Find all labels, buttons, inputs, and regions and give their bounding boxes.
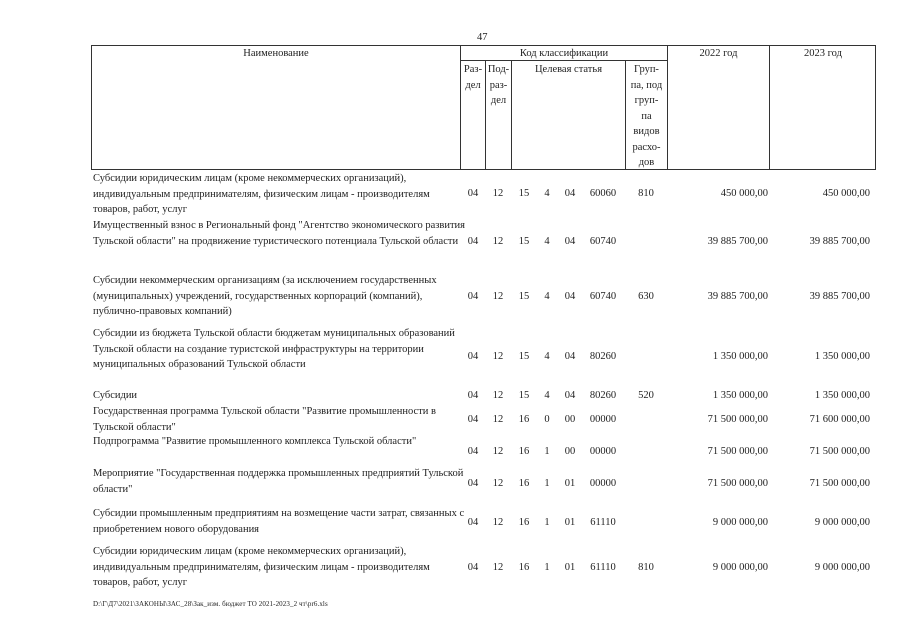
row-target-event: 01 [564, 478, 576, 489]
row-target-program: 16 [518, 562, 530, 573]
row-amount-2023: 71 500 000,00 [809, 478, 870, 489]
row-podrazdel: 12 [492, 188, 504, 199]
row-name: Субсидии промышленным предприятиям на возмещение части затрат, связанных с приобретением нового оборудования [93, 508, 465, 535]
row-amount-2022: 1 350 000,00 [712, 390, 768, 401]
row-target-program: 15 [518, 236, 530, 247]
row-target-subprogram: 4 [544, 236, 550, 247]
file-path-footer: D:\Г\Д7\2021\ЗАКОНЫ\ЗАС_28\Зак_изм. бюджет ТО 2021-2023_2 чт\pr6.xls [93, 600, 328, 608]
row-podrazdel: 12 [492, 562, 504, 573]
row-razdel: 04 [467, 236, 479, 247]
row-name: Субсидии из бюджета Тульской области бюджетам муниципальных образований Тульской области на создание туристской инфраструктуры на территории муниципальных образований Тульской области [93, 328, 455, 370]
row-target-subprogram: 0 [544, 414, 550, 425]
row-target-event: 04 [564, 291, 576, 302]
row-target-event: 00 [564, 446, 576, 457]
row-target-subprogram: 4 [544, 390, 550, 401]
row-target-subprogram: 1 [544, 562, 550, 573]
row-razdel: 04 [467, 291, 479, 302]
row-name: Субсидии юридическим лицам (кроме некоммерческих организаций), индивидуальным предпринимателям, физическим лицам - производителям товаров, работ, услуг [93, 173, 430, 215]
row-amount-2022: 71 500 000,00 [707, 414, 768, 425]
row-amount-2022: 450 000,00 [720, 188, 768, 199]
header-code: Код классификации [519, 48, 609, 59]
row-target-program: 15 [518, 351, 530, 362]
row-target-event: 01 [564, 517, 576, 528]
row-target-program: 16 [518, 478, 530, 489]
row-amount-2023: 39 885 700,00 [809, 236, 870, 247]
row-target-direction: 61110 [590, 562, 616, 573]
row-amount-2023: 71 600 000,00 [809, 414, 870, 425]
row-amount-2022: 1 350 000,00 [712, 351, 768, 362]
row-target-event: 04 [564, 236, 576, 247]
row-amount-2022: 9 000 000,00 [712, 517, 768, 528]
header-podrazdel: Под- раз- дел [487, 64, 510, 106]
row-amount-2023: 39 885 700,00 [809, 291, 870, 302]
row-amount-2023: 1 350 000,00 [814, 351, 870, 362]
row-target-event: 04 [564, 351, 576, 362]
row-podrazdel: 12 [492, 390, 504, 401]
row-target-subprogram: 4 [544, 291, 550, 302]
row-podrazdel: 12 [492, 351, 504, 362]
row-target-event: 04 [564, 188, 576, 199]
row-razdel: 04 [467, 390, 479, 401]
row-target-subprogram: 1 [544, 517, 550, 528]
row-target-event: 01 [564, 562, 576, 573]
row-podrazdel: 12 [492, 414, 504, 425]
row-amount-2022: 9 000 000,00 [712, 562, 768, 573]
header-name: Наименование [243, 48, 309, 59]
row-amount-2023: 450 000,00 [822, 188, 870, 199]
row-name: Государственная программа Тульской области "Развитие промышленности в Тульской области" [93, 406, 436, 433]
row-target-direction: 80260 [589, 351, 617, 362]
header-year-2023: 2023 год [804, 48, 842, 59]
row-target-program: 16 [518, 517, 530, 528]
row-razdel: 04 [467, 517, 479, 528]
row-amount-2022: 71 500 000,00 [707, 478, 768, 489]
row-vid-rashodov: 810 [638, 188, 654, 199]
row-target-direction: 00000 [589, 446, 617, 457]
row-name: Подпрограмма "Развитие промышленного комплекса Тульской области" [93, 436, 417, 447]
row-razdel: 04 [467, 446, 479, 457]
row-target-direction: 00000 [589, 478, 617, 489]
row-target-direction: 60740 [589, 236, 617, 247]
header-year-2022: 2022 год [699, 48, 738, 59]
row-podrazdel: 12 [492, 236, 504, 247]
row-amount-2023: 9 000 000,00 [814, 562, 870, 573]
row-podrazdel: 12 [492, 517, 504, 528]
row-target-program: 15 [518, 188, 530, 199]
row-target-direction: 60740 [589, 291, 617, 302]
row-target-direction: 60060 [589, 188, 617, 199]
row-razdel: 04 [467, 188, 479, 199]
row-amount-2022: 39 885 700,00 [707, 291, 768, 302]
row-name: Субсидии [93, 390, 138, 401]
row-razdel: 04 [467, 351, 479, 362]
row-podrazdel: 12 [492, 446, 504, 457]
header-gruppa: Груп- па, под груп- па видов расхо- дов [630, 64, 663, 168]
row-razdel: 04 [467, 562, 479, 573]
row-target-event: 00 [564, 414, 576, 425]
row-vid-rashodov: 520 [638, 390, 654, 401]
row-target-program: 15 [518, 291, 530, 302]
header-razdel: Раз- дел [463, 64, 483, 91]
row-amount-2022: 71 500 000,00 [707, 446, 768, 457]
header-celevaya: Целевая статья [534, 64, 603, 75]
row-target-subprogram: 4 [544, 351, 550, 362]
row-razdel: 04 [467, 478, 479, 489]
row-name: Субсидии юридическим лицам (кроме некоммерческих организаций), индивидуальным предпринимателям, физическим лицам - производителям товаров, работ, услуг [93, 546, 430, 588]
row-razdel: 04 [467, 414, 479, 425]
row-vid-rashodov: 630 [638, 291, 654, 302]
row-target-program: 16 [518, 446, 530, 457]
row-amount-2023: 71 500 000,00 [809, 446, 870, 457]
row-target-direction: 00000 [589, 414, 617, 425]
row-name: Субсидии некоммерческим организациям (за исключением государственных (муниципальных) учреждений, государственных корпораций (компаний), публично-правовых компаний) [93, 275, 437, 317]
row-target-program: 16 [518, 414, 530, 425]
row-target-direction: 80260 [589, 390, 617, 401]
row-podrazdel: 12 [492, 478, 504, 489]
row-name: Имущественный взнос в Региональный фонд "Агентство экономического развития Тульской области" на продвижение туристического потенциала Тульской области [93, 220, 466, 247]
row-amount-2023: 9 000 000,00 [814, 517, 870, 528]
row-vid-rashodov: 810 [638, 562, 654, 573]
row-target-event: 04 [564, 390, 576, 401]
row-amount-2023: 1 350 000,00 [814, 390, 870, 401]
row-target-direction: 61110 [590, 517, 616, 528]
page-number: 47 [477, 32, 488, 43]
row-target-program: 15 [518, 390, 530, 401]
row-podrazdel: 12 [492, 291, 504, 302]
row-amount-2022: 39 885 700,00 [707, 236, 768, 247]
row-target-subprogram: 4 [544, 188, 550, 199]
row-target-subprogram: 1 [544, 478, 550, 489]
row-name: Мероприятие "Государственная поддержка промышленных предприятий Тульской области" [93, 468, 464, 495]
row-target-subprogram: 1 [544, 446, 550, 457]
